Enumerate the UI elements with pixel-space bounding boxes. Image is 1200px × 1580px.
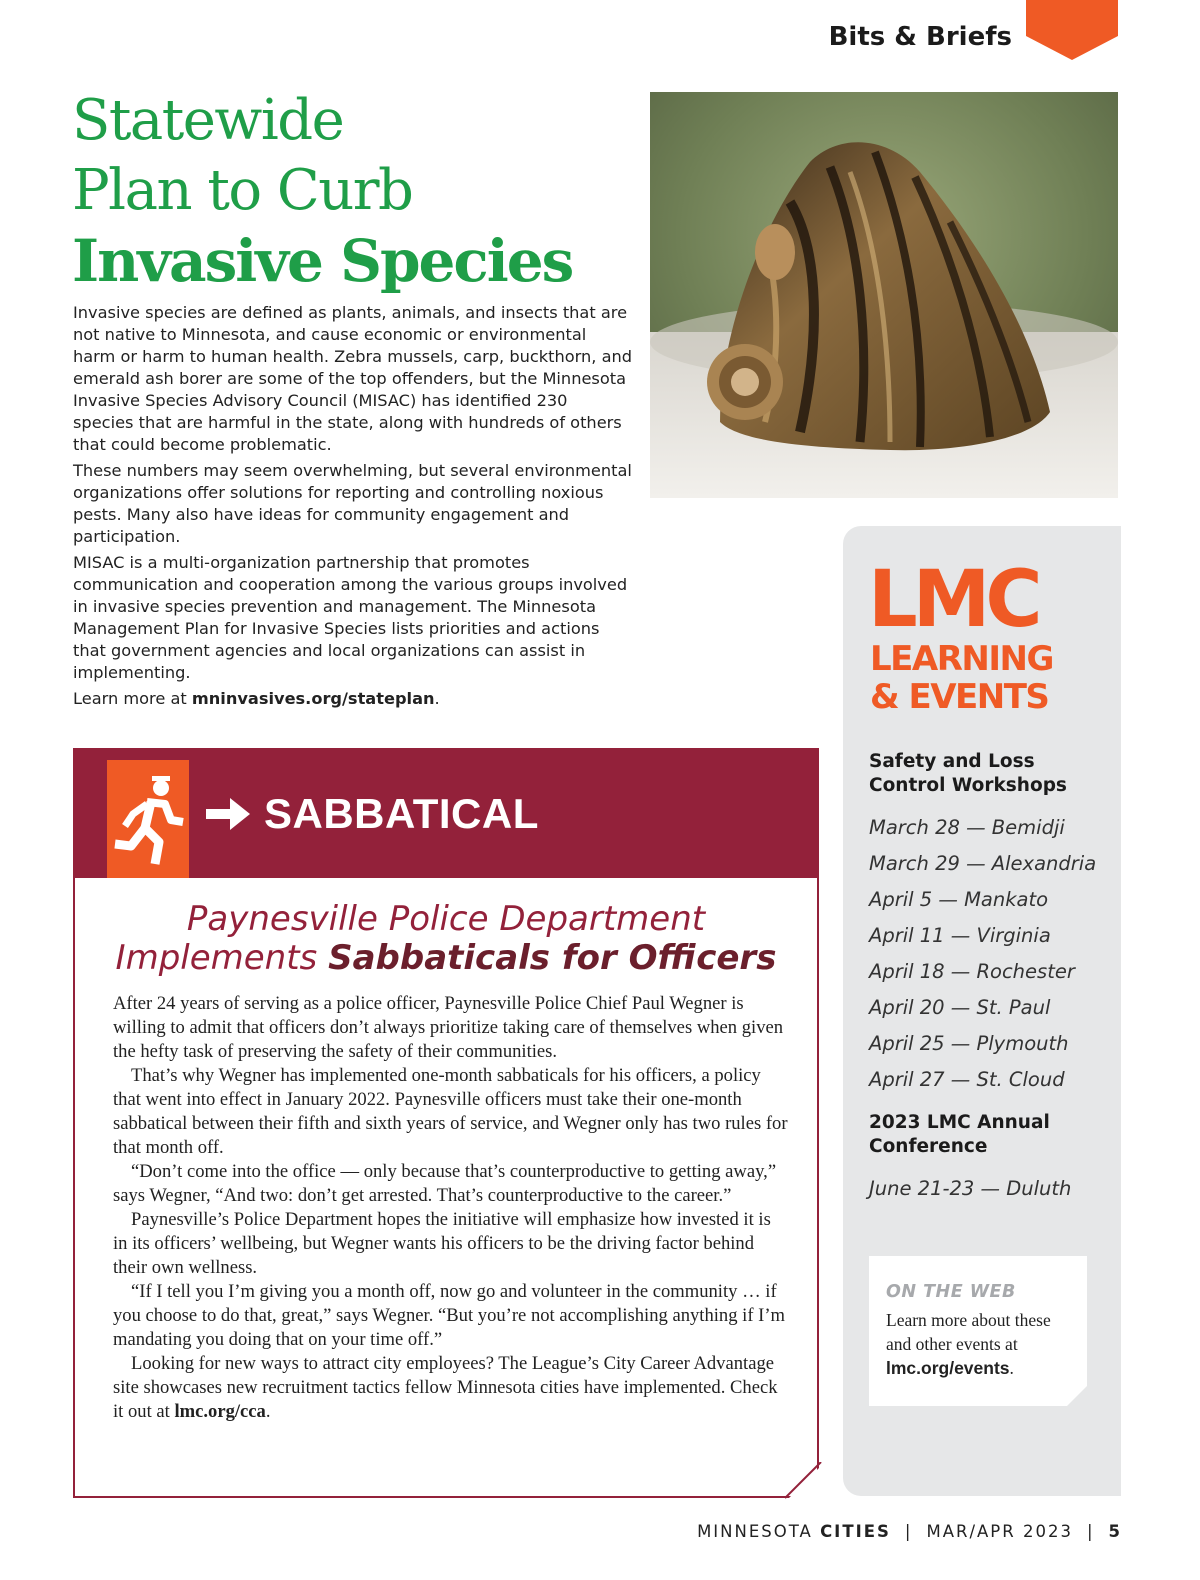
invasive-species-article xyxy=(73,302,633,714)
article-paragraph: Invasive species are defined as plants, animals, and insects that are not native to Minnesota, and cause economic or environmental harm or harm to human health. Zebra mussels, carp, buckthorn, and emerald ash borer are some of the top offenders, but the Minnesota Invasive Species Advisory Council (MISAC) has identified 230 species that are harmful in the state, along with hundreds of others that could become problematic. xyxy=(73,303,633,454)
workshop-date: April 11 — Virginia xyxy=(869,924,1051,947)
workshop-date: April 25 — Plymouth xyxy=(869,1032,1069,1055)
learn-more-prefix: Learn more at xyxy=(73,689,192,708)
workshop-date: March 28 — Bemidji xyxy=(869,816,1065,839)
article-paragraph: “Don’t come into the office — only because that’s counterproductive to getting away,” says Wegner, “And two: don’t get arrested. That’s counterproductive to the career.” xyxy=(113,1161,777,1206)
on-the-web-label: ON THE WEB xyxy=(886,1282,1016,1302)
stateplan-link[interactable]: mninvasives.org/stateplan xyxy=(191,689,435,708)
events-link[interactable]: lmc.org/events xyxy=(886,1358,1010,1378)
sabbatical-headline xyxy=(90,900,802,978)
sabbatical-article xyxy=(113,992,788,1424)
web-text-body: Learn more about these and other events at xyxy=(886,1310,1051,1354)
page-footer xyxy=(697,1522,1120,1541)
magazine-name xyxy=(697,1522,891,1541)
workshop-date: April 27 — St. Cloud xyxy=(869,1068,1065,1091)
workshop-date: April 5 — Mankato xyxy=(869,888,1049,911)
conference-section xyxy=(869,1111,1109,1207)
cca-link[interactable]: lmc.org/cca xyxy=(174,1401,266,1422)
workshops-section xyxy=(869,750,1109,1098)
sabbatical-headline-line-1: Paynesville Police Department xyxy=(186,899,706,939)
article-paragraph xyxy=(113,1352,788,1424)
article-paragraph: MISAC is a multi-organization partnership that promotes communication and cooperation among the various groups involved in invasive species prevention and management. The Minnesota Management Plan for Invasive Species lists priorities and actions that government agencies and local organizations can assist in implementing. xyxy=(73,553,628,682)
zebra-mussel-photo xyxy=(650,92,1118,498)
workshop-date: April 18 — Rochester xyxy=(869,960,1075,983)
section-flag-icon xyxy=(1026,0,1118,60)
right-arrow-icon xyxy=(204,796,252,832)
web-box-corner-cut xyxy=(1067,1386,1087,1406)
learn-more-suffix: . xyxy=(434,689,440,708)
article-paragraph: These numbers may seem overwhelming, but several environmental organizations offer solutions for reporting and controlling noxious pests. Many also have ideas for community engagement and participation. xyxy=(73,461,632,546)
conference-date: June 21-23 — Duluth xyxy=(869,1177,1072,1200)
web-text-suffix: . xyxy=(1009,1358,1014,1378)
footer-divider: | xyxy=(904,1522,913,1541)
article-paragraph: Paynesville’s Police Department hopes the initiative will emphasize how invested it is in its officers’ wellbeing, but Wegner wants his officers to be the driving factor behind their own wellness. xyxy=(113,1209,771,1278)
headline-plain: Implements xyxy=(115,938,329,978)
headline-line-1: Statewide xyxy=(72,88,344,153)
magazine-name-plain: MINNESOTA xyxy=(697,1522,821,1541)
conference-heading: 2023 LMC Annual Conference xyxy=(869,1112,1050,1157)
headline-line-3: Invasive Species xyxy=(72,227,573,295)
workshop-date: April 20 — St. Paul xyxy=(869,996,1051,1019)
article-headline xyxy=(72,86,632,296)
page-number: 5 xyxy=(1108,1522,1120,1541)
on-the-web-text xyxy=(886,1308,1076,1380)
headline-line-2: Plan to Curb xyxy=(72,158,413,223)
workshops-heading: Safety and Loss Control Workshops xyxy=(869,751,1067,796)
running-officer-exit-icon xyxy=(107,760,189,878)
footer-divider: | xyxy=(1086,1522,1095,1541)
sabbatical-headline-line-2 xyxy=(90,939,802,978)
box-corner-cut xyxy=(785,1462,825,1502)
events-line: & EVENTS xyxy=(870,677,1049,717)
headline-bold: Sabbaticals for Officers xyxy=(328,938,777,978)
sabbatical-label: SABBATICAL xyxy=(264,790,539,837)
lmc-logo: LMC xyxy=(868,555,1038,645)
magazine-name-bold: CITIES xyxy=(820,1522,891,1541)
last-paragraph-text: Looking for new ways to attract city employees? The League’s City Career Advantage site showcases new recruitment tactics fellow Minnesota cities have implemented. Check it out at xyxy=(113,1353,778,1422)
workshop-date: March 29 — Alexandria xyxy=(869,852,1097,875)
section-tag: Bits & Briefs xyxy=(828,22,1012,52)
issue-date: MAR/APR 2023 xyxy=(926,1522,1073,1541)
article-paragraph: After 24 years of serving as a police officer, Paynesville Police Chief Paul Wegner is willing to admit that officers don’t always prioritize taking care of themselves when given the hefty task of preserving the safety of their communities. xyxy=(113,993,784,1062)
article-paragraph: “If I tell you I’m giving you a month off, now go and volunteer in the community … if you choose to do that, great,” says Wegner. “But you’re not accomplishing anything if I’m mandating you doing that on your time off.” xyxy=(113,1281,786,1350)
learning-line: LEARNING xyxy=(870,639,1053,679)
learning-events-title xyxy=(870,640,1053,716)
learn-more-line xyxy=(73,688,633,710)
last-paragraph-suffix: . xyxy=(265,1401,271,1422)
article-paragraph: That’s why Wegner has implemented one-month sabbaticals for his officers, a policy that went into effect in January 2022. Paynesville officers must take their one-month sabbatical between their fifth and sixth years of service, and Wegner only has two rules for that month off. xyxy=(113,1065,788,1158)
